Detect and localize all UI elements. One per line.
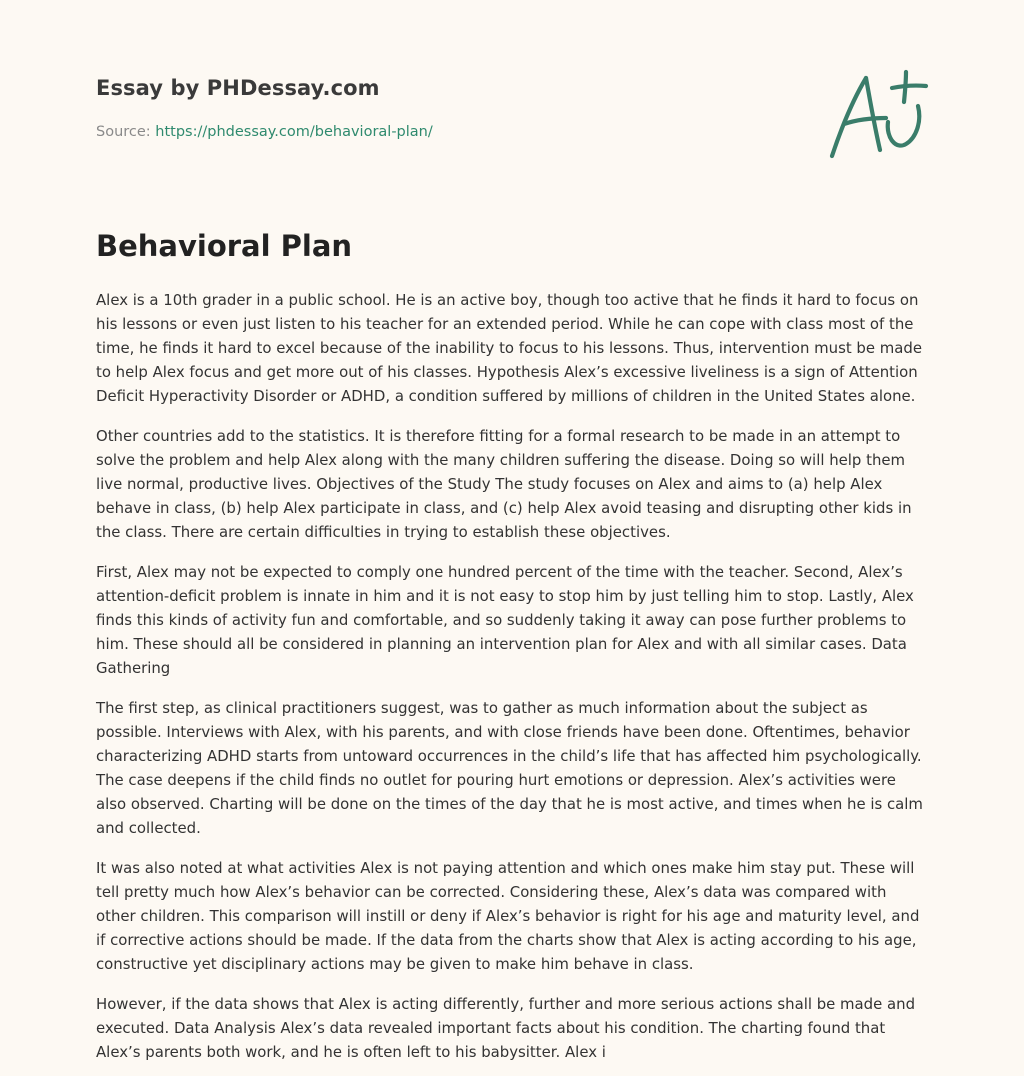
essay-title: Behavioral Plan bbox=[96, 229, 353, 263]
source-link[interactable]: https://phdessay.com/behavioral-plan/ bbox=[155, 124, 433, 140]
essay-paragraph: Other countries add to the statistics. It is therefore fitting for a formal research to be made in an attempt to solve the problem and help Alex along with the many children suffering the disease. Doing so will help them live normal, productive lives. Objectives of the Study The study focuses on Alex and aims to (a) help Alex behave in class, (b) help Alex participate in class, and (c) help Alex avoid teasing and disrupting other kids in the class. There are certain difficulties in trying to establish these objectives. bbox=[96, 427, 912, 541]
essay-body bbox=[96, 288, 928, 1064]
source-line bbox=[96, 124, 433, 140]
essay-paragraph: The first step, as clinical practitioners suggest, was to gather as much information about the subject as possible. Interviews with Alex, with his parents, and with close friends have been done. Oftentimes, behavior characterizing ADHD starts from untoward occurrences in the child’s life that has affected him psychologically. The case deepens if the child finds no outlet for pouring hurt emotions or depression. Alex’s activities were also observed. Charting will be done on the times of the day that he is most active, and times when he is calm and collected. bbox=[96, 699, 923, 837]
essay-paragraph: However, if the data shows that Alex is acting differently, further and more serious actions shall be made and executed. Data Analysis Alex’s data revealed important facts about his condition. The charting found that Alex’s parents both work, and he is often left to his babysitter. Alex i bbox=[96, 995, 916, 1061]
essay-paragraph: First, Alex may not be expected to comply one hundred percent of the time with the teacher. Second, Alex’s attention-deficit problem is innate in him and it is not easy to stop him by just telling him to stop. Lastly, Alex finds this kinds of activity fun and comfortable, and so suddenly taking it away can pose further problems to him. These should all be considered in planning an intervention plan for Alex and with all similar cases. Data Gathering bbox=[96, 563, 914, 677]
source-label: Source: bbox=[96, 124, 156, 140]
page-header bbox=[96, 0, 928, 190]
essay-paragraph: Alex is a 10th grader in a public school. He is an active boy, though too active that he finds it hard to focus on his lessons or even just listen to his teacher for an extended period. While he can cope with class most of the time, he finds it hard to excel because of the inability to focus to his lessons. Thus, intervention must be made to help Alex focus and get more out of his classes. Hypothesis Alex’s excessive liveliness is a sign of Attention Deficit Hyperactivity Disorder or ADHD, a condition suffered by millions of children in the United States alone. bbox=[96, 291, 922, 405]
essay-paragraph: It was also noted at what activities Alex is not paying attention and which ones make him stay put. These will tell pretty much how Alex’s behavior can be corrected. Considering these, Alex’s data was compared with other children. This comparison will instill or deny if Alex’s behavior is right for his age and maturity level, and if corrective actions should be made. If the data from the charts show that Alex is acting according to his age, constructive yet disciplinary actions may be given to make him behave in class. bbox=[96, 859, 920, 973]
site-brand: Essay by PHDessay.com bbox=[96, 76, 380, 100]
a-plus-logo-icon bbox=[826, 66, 930, 164]
